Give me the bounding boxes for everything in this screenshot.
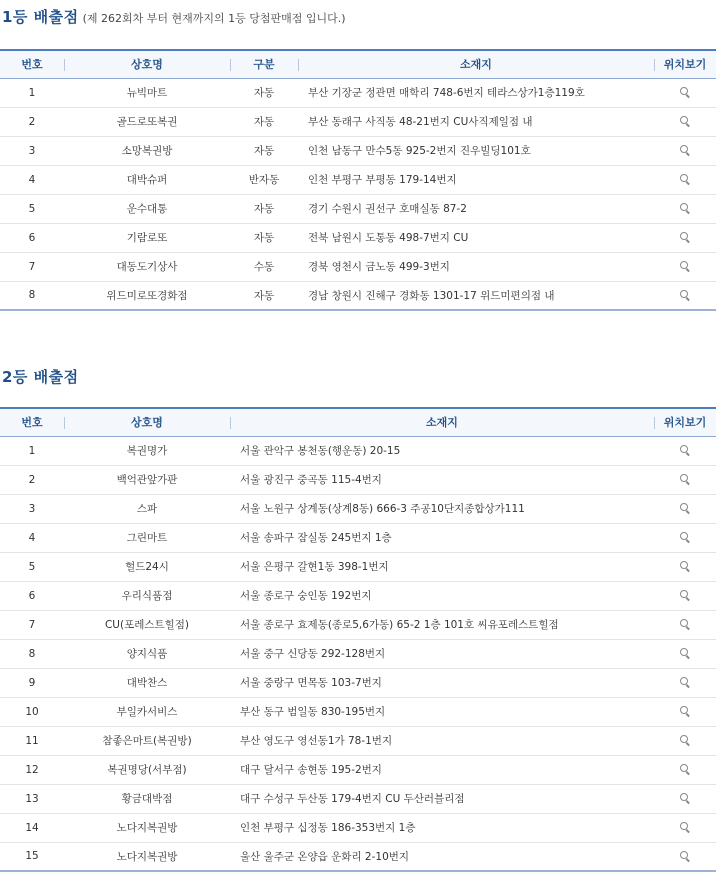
table-row: [0, 581, 716, 610]
location-cell: [654, 552, 716, 581]
table-row: [0, 194, 716, 223]
store-address: 경북 영천시 금노동 499-3번지: [298, 252, 654, 281]
location-cell: [654, 784, 716, 813]
store-name: 운수대통: [64, 194, 230, 223]
purchase-type: 수동: [230, 252, 298, 281]
store-name: 참좋은마트(복권방): [64, 726, 230, 755]
magnifier-icon[interactable]: [680, 261, 691, 272]
store-address: 서울 중랑구 면목동 103-7번지: [230, 668, 654, 697]
table-row: [0, 552, 716, 581]
header-location: 위치보기: [654, 408, 716, 436]
store-name: 우리식품점: [64, 581, 230, 610]
table-row: [0, 842, 716, 871]
magnifier-icon[interactable]: [680, 590, 691, 601]
row-number: 3: [0, 136, 64, 165]
table-row: [0, 813, 716, 842]
row-number: 5: [0, 552, 64, 581]
store-name: 양지식품: [64, 639, 230, 668]
store-name: CU(포레스트힐점): [64, 610, 230, 639]
second-prize-title-text: 2등 배출점: [2, 368, 79, 386]
row-number: 1: [0, 436, 64, 465]
table-row: [0, 610, 716, 639]
store-name: 부일카서비스: [64, 697, 230, 726]
table-row: [0, 755, 716, 784]
magnifier-icon[interactable]: [680, 677, 691, 688]
magnifier-icon[interactable]: [680, 532, 691, 543]
store-name: 소망복권방: [64, 136, 230, 165]
header-address: 소재지: [298, 50, 654, 78]
table-row: [0, 494, 716, 523]
magnifier-icon[interactable]: [680, 793, 691, 804]
store-address: 전북 남원시 도통동 498-7번지 CU: [298, 223, 654, 252]
store-address: 서울 노원구 상계동(상계8동) 666-3 주공10단지종합상가111: [230, 494, 654, 523]
magnifier-icon[interactable]: [680, 116, 691, 127]
magnifier-icon[interactable]: [680, 706, 691, 717]
location-cell: [654, 136, 716, 165]
location-cell: [654, 697, 716, 726]
store-address: 울산 울주군 온양읍 운화리 2-10번지: [230, 842, 654, 871]
second-prize-table: [0, 407, 716, 872]
table-row: [0, 697, 716, 726]
location-cell: [654, 668, 716, 697]
location-cell: [654, 610, 716, 639]
table-row: [0, 639, 716, 668]
purchase-type: 자동: [230, 223, 298, 252]
row-number: 5: [0, 194, 64, 223]
row-number: 8: [0, 639, 64, 668]
magnifier-icon[interactable]: [680, 290, 691, 301]
store-name: 기람로또: [64, 223, 230, 252]
row-number: 3: [0, 494, 64, 523]
header-address: 소재지: [230, 408, 654, 436]
location-cell: [654, 252, 716, 281]
table-row: [0, 223, 716, 252]
location-cell: [654, 194, 716, 223]
store-name: 복권명가: [64, 436, 230, 465]
store-address: 서울 송파구 잠실동 245번지 1층: [230, 523, 654, 552]
magnifier-icon[interactable]: [680, 445, 691, 456]
store-name: 대박찬스: [64, 668, 230, 697]
store-name: 뉴빅마트: [64, 78, 230, 107]
magnifier-icon[interactable]: [680, 87, 691, 98]
store-name: 헐드24시: [64, 552, 230, 581]
purchase-type: 반자동: [230, 165, 298, 194]
purchase-type: 자동: [230, 194, 298, 223]
location-cell: [654, 581, 716, 610]
location-cell: [654, 523, 716, 552]
location-cell: [654, 165, 716, 194]
location-cell: [654, 755, 716, 784]
store-address: 부산 동래구 사직동 48-21번지 CU사직제일점 내: [298, 107, 654, 136]
magnifier-icon[interactable]: [680, 561, 691, 572]
store-name: 백억관앞가판: [64, 465, 230, 494]
store-name: 대동도기상사: [64, 252, 230, 281]
purchase-type: 자동: [230, 78, 298, 107]
store-address: 대구 달서구 송현동 195-2번지: [230, 755, 654, 784]
row-number: 14: [0, 813, 64, 842]
purchase-type: 자동: [230, 281, 298, 310]
table-row: [0, 78, 716, 107]
store-address: 경기 수원시 권선구 호매실동 87-2: [298, 194, 654, 223]
store-address: 서울 은평구 갈현1동 398-1번지: [230, 552, 654, 581]
table-header-row: [0, 408, 716, 436]
magnifier-icon[interactable]: [680, 232, 691, 243]
first-prize-title: [2, 6, 346, 27]
row-number: 11: [0, 726, 64, 755]
first-prize-note: (제 262회차 부터 현재까지의 1등 당첨판매점 입니다.): [82, 12, 346, 25]
store-address: 대구 수성구 두산동 179-4번지 CU 두산러블리점: [230, 784, 654, 813]
store-name: 대박슈퍼: [64, 165, 230, 194]
store-address: 인천 부평구 부평동 179-14번지: [298, 165, 654, 194]
table-row: [0, 465, 716, 494]
location-cell: [654, 639, 716, 668]
store-address: 부산 기장군 정관면 매학리 748-6번지 테라스상가1층119호: [298, 78, 654, 107]
store-address: 서울 광진구 중곡동 115-4번지: [230, 465, 654, 494]
row-number: 2: [0, 107, 64, 136]
row-number: 7: [0, 610, 64, 639]
location-cell: [654, 842, 716, 871]
row-number: 7: [0, 252, 64, 281]
location-cell: [654, 107, 716, 136]
store-name: 복권명당(서부점): [64, 755, 230, 784]
store-address: 인천 남동구 만수5동 925-2번지 진우빌딩101호: [298, 136, 654, 165]
row-number: 6: [0, 581, 64, 610]
magnifier-icon[interactable]: [680, 503, 691, 514]
location-cell: [654, 78, 716, 107]
row-number: 9: [0, 668, 64, 697]
magnifier-icon[interactable]: [680, 851, 691, 862]
purchase-type: 자동: [230, 136, 298, 165]
location-cell: [654, 281, 716, 310]
row-number: 1: [0, 78, 64, 107]
magnifier-icon[interactable]: [680, 822, 691, 833]
magnifier-icon[interactable]: [680, 735, 691, 746]
table-row: [0, 784, 716, 813]
store-address: 부산 동구 범일동 830-195번지: [230, 697, 654, 726]
magnifier-icon[interactable]: [680, 619, 691, 630]
magnifier-icon[interactable]: [680, 764, 691, 775]
row-number: 12: [0, 755, 64, 784]
row-number: 8: [0, 281, 64, 310]
store-name: 노다지복권방: [64, 813, 230, 842]
table-row: [0, 165, 716, 194]
header-number: 번호: [0, 50, 64, 78]
location-cell: [654, 223, 716, 252]
table-row: [0, 668, 716, 697]
store-name: 그린마트: [64, 523, 230, 552]
magnifier-icon[interactable]: [680, 648, 691, 659]
table-row: [0, 523, 716, 552]
location-cell: [654, 436, 716, 465]
first-prize-title-text: 1등 배출점: [2, 8, 79, 26]
row-number: 4: [0, 523, 64, 552]
header-store-name: 상호명: [64, 408, 230, 436]
header-location: 위치보기: [654, 50, 716, 78]
location-cell: [654, 726, 716, 755]
header-number: 번호: [0, 408, 64, 436]
table-header-row: [0, 50, 716, 78]
location-cell: [654, 465, 716, 494]
table-row: [0, 107, 716, 136]
store-name: 황금대박점: [64, 784, 230, 813]
magnifier-icon[interactable]: [680, 145, 691, 156]
store-name: 위드미로또경화점: [64, 281, 230, 310]
store-address: 서울 중구 신당동 292-128번지: [230, 639, 654, 668]
first-prize-table: [0, 49, 716, 311]
store-address: 인천 부평구 십정동 186-353번지 1층: [230, 813, 654, 842]
table-row: [0, 136, 716, 165]
table-row: [0, 436, 716, 465]
table-row: [0, 281, 716, 310]
location-cell: [654, 494, 716, 523]
table-row: [0, 252, 716, 281]
store-address: 부산 영도구 영선동1가 78-1번지: [230, 726, 654, 755]
row-number: 4: [0, 165, 64, 194]
store-name: 스파: [64, 494, 230, 523]
store-address: 서울 종로구 숭인동 192번지: [230, 581, 654, 610]
store-address: 서울 관악구 봉천동(행운동) 20-15: [230, 436, 654, 465]
purchase-type: 자동: [230, 107, 298, 136]
magnifier-icon[interactable]: [680, 174, 691, 185]
row-number: 13: [0, 784, 64, 813]
store-name: 골드로또복권: [64, 107, 230, 136]
magnifier-icon[interactable]: [680, 474, 691, 485]
second-prize-title: [2, 366, 79, 387]
store-name: 노다지복권방: [64, 842, 230, 871]
header-store-name: 상호명: [64, 50, 230, 78]
table-row: [0, 726, 716, 755]
location-cell: [654, 813, 716, 842]
row-number: 2: [0, 465, 64, 494]
header-type: 구분: [230, 50, 298, 78]
row-number: 10: [0, 697, 64, 726]
row-number: 6: [0, 223, 64, 252]
store-address: 경남 창원시 진해구 경화동 1301-17 위드미편의점 내: [298, 281, 654, 310]
store-address: 서울 종로구 효제동(종로5,6가동) 65-2 1층 101호 씨유포레스트힐점: [230, 610, 654, 639]
row-number: 15: [0, 842, 64, 871]
magnifier-icon[interactable]: [680, 203, 691, 214]
